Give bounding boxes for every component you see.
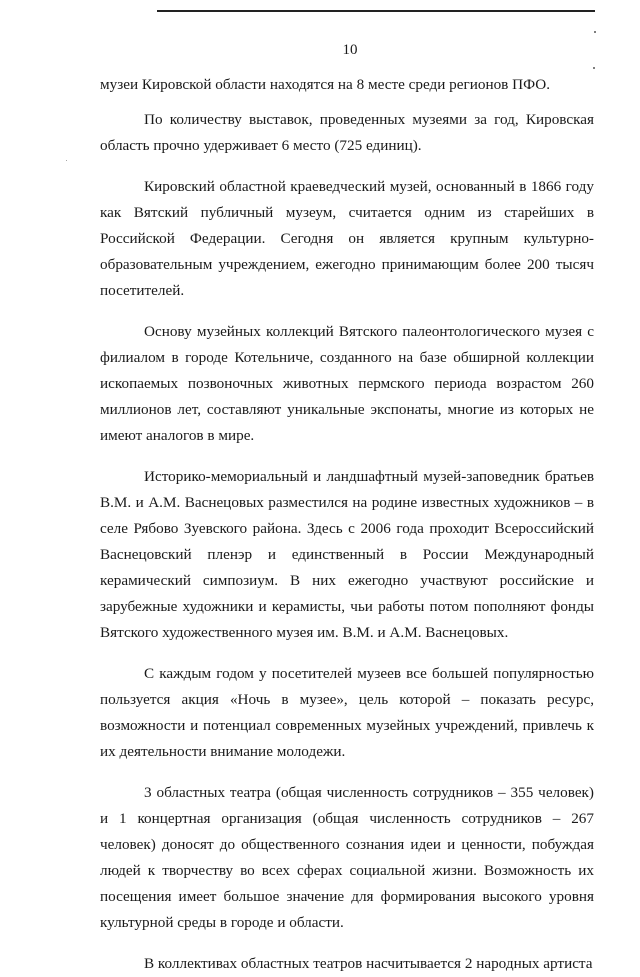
scan-speck (66, 160, 67, 161)
paragraph-local-history-museum: Кировский областной краеведческий музей, основанный в 1866 году как Вятский публичный музеум, считается одним из старейших в Российской Федерации. Сегодня он является крупным культурно-образовательным учреждением, ежегодно принимающим более 200 тысяч посетителей. (100, 178, 594, 299)
header-rule (157, 10, 595, 12)
paragraph-vasnetsov-museum: Историко-мемориальный и ландшафтный музей-заповедник братьев В.М. и А.М. Васнецовых разместился на родине известных художников – в селе Рябово Зуевского района. Здесь с 2006 года проходит Всероссийский Васнецовский пленэр и единственный в России Международный керамический симпозиум. В них ежегодно участвуют российские и зарубежные художники и керамисты, чьи работы потом пополняют фонды Вятского художественного музея им. В.М. и А.М. Васнецовых. (100, 468, 594, 641)
paragraph-night-at-museum: С каждым годом у посетителей музеев все большей популярностью пользуется акция «Ночь в музее», цель которой – показать ресурс, возможности и потенциал современных музейных учреждений, привлечь к их деятельности внимание молодежи. (100, 665, 594, 760)
scan-speck (593, 67, 595, 69)
paragraph-theatres: 3 областных театра (общая численность сотрудников – 355 человек) и 1 концертная организация (общая численность сотрудников – 267 человек) доносят до общественного сознания идеи и ценности, побуждая людей к творчеству во всех сферах социальной жизни. Возможность их посещения имеет большое значение для формирования высокого уровня культурной среды в городе и области. (100, 784, 594, 931)
page-number-text: 10 (342, 42, 358, 58)
paragraph-exhibitions: По количеству выставок, проведенных музеями за год, Кировская область прочно удерживает 6 место (725 единиц). (100, 111, 594, 154)
document-body (100, 72, 594, 977)
page-number (0, 40, 640, 60)
paragraph-theatre-artists: В коллективах областных театров насчитывается 2 народных артиста (144, 955, 593, 972)
scan-speck (594, 31, 596, 33)
paragraph-paleontological-museum: Основу музейных коллекций Вятского палеонтологического музея с филиалом в городе Котельниче, созданного на базе обширной коллекции ископаемых позвоночных животных пермского периода возрастом 260 миллионов лет, составляют уникальные экспонаты, многие из которых не имеют аналогов в мире. (100, 323, 594, 444)
paragraph-continuation: музеи Кировской области находятся на 8 месте среди регионов ПФО. (100, 76, 551, 93)
